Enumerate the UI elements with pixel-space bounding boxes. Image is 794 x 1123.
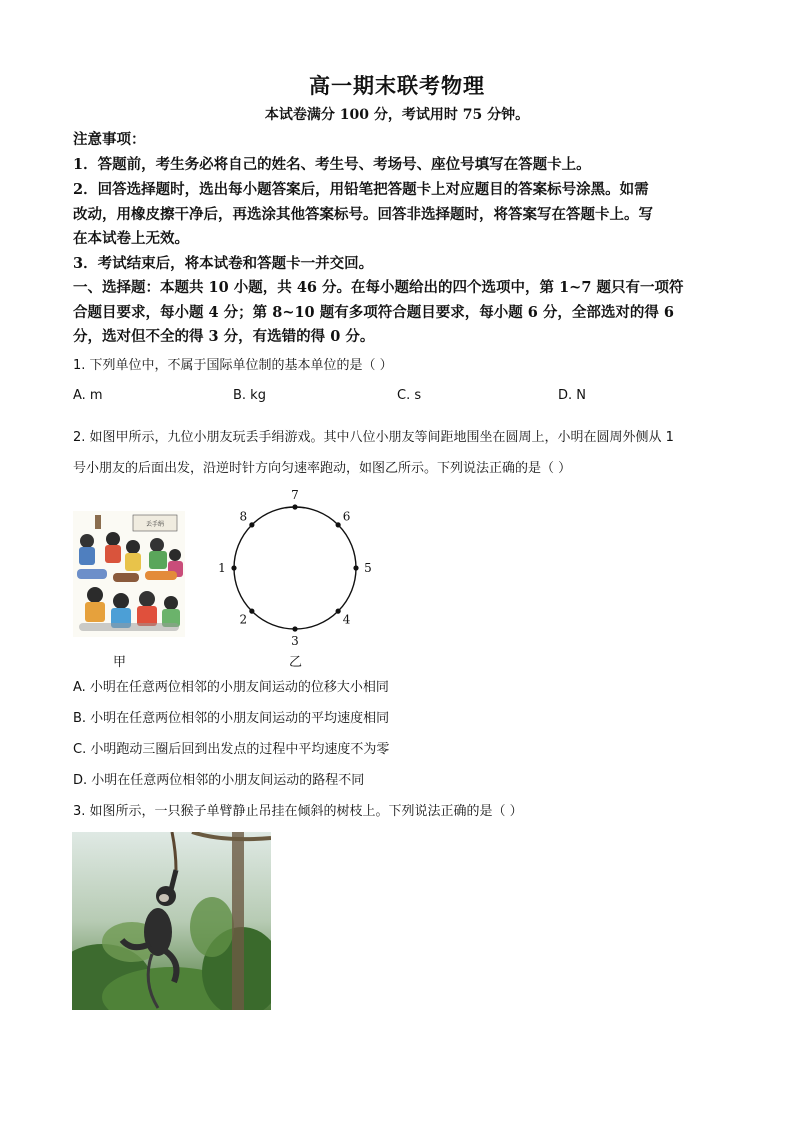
circle-point-label-1: 1 [218, 561, 226, 575]
circle-point-label-7: 7 [291, 488, 299, 502]
section-line: 分，选对但不全的得 3 分，有选错的得 0 分。 [73, 328, 375, 345]
circle-point-5 [353, 565, 358, 570]
circle-point-label-5: 5 [364, 561, 372, 575]
circle-point-7 [292, 504, 297, 509]
section-line: 合题目要求，每小题 4 分；第 8~10 题有多项符合题目要求，每小题 6 分，全部选对的得 6 [73, 304, 675, 321]
question-2-stem: 2. 如图甲所示，九位小朋友玩丢手绢游戏。其中八位小朋友等间距地围坐在圆周上，小明在圆周外侧从 1 [73, 430, 674, 445]
notes-line: 2．回答选择题时，选出每小题答案后，用铅笔把答题卡上对应题目的答案标号涂黑。如需 [73, 181, 649, 198]
sign-text: 丢手绢 [145, 521, 165, 528]
q1-option-d: D. N [558, 388, 586, 403]
q2-option-d: D. 小明在任意两位相邻的小朋友间运动的路程不同 [73, 773, 365, 788]
circle-point-2 [249, 609, 254, 614]
circle-point-4 [336, 609, 341, 614]
children-game-illustration [73, 511, 185, 637]
notes-line: 3．考试结束后，将本试卷和答题卡一并交回。 [73, 255, 374, 272]
q1-option-a: A. m [73, 388, 103, 403]
q2-option-a: A. 小明在任意两位相邻的小朋友间运动的位移大小相同 [73, 680, 389, 695]
circle-point-3 [292, 626, 297, 631]
circle-point-label-8: 8 [239, 509, 248, 524]
exam-subtitle: 本试卷满分 100 分，考试用时 75 分钟。 [264, 107, 530, 123]
figure-a-label: 甲 [113, 655, 127, 670]
notes-line: 在本试卷上无效。 [73, 230, 189, 247]
circle-point-8 [249, 522, 254, 527]
q2-option-c: C. 小明跑动三圈后回到出发点的过程中平均速度不为零 [73, 742, 390, 757]
q1-option-c: C. s [397, 388, 422, 403]
section-heading: 一、选择题：本题共 10 小题，共 46 分。在每小题给出的四个选项中，第 1~7 题只有一项符 [73, 279, 684, 296]
circle-point-1 [231, 565, 236, 570]
notes-heading: 注意事项： [73, 131, 146, 148]
question-2-stem: 号小朋友的后面出发，沿逆时针方向匀速率跑动，如图乙所示。下列说法正确的是（ ） [73, 461, 572, 476]
question-1-stem: 1. 下列单位中，不属于国际单位制的基本单位的是（ ） [73, 358, 393, 373]
circle-point-6 [336, 522, 341, 527]
q1-option-b: B. kg [233, 388, 266, 403]
circle-point-label-6: 6 [342, 509, 351, 524]
figure-b-label: 乙 [289, 655, 303, 670]
notes-line: 1．答题前，考生务必将自己的姓名、考生号、考场号、座位号填写在答题卡上。 [73, 156, 591, 173]
q2-option-b: B. 小明在任意两位相邻的小朋友间运动的平均速度相同 [73, 711, 390, 726]
circle-point-label-4: 4 [342, 612, 351, 627]
monkey-photo [72, 832, 271, 1010]
question-3-stem: 3. 如图所示，一只猴子单臂静止吊挂在倾斜的树枝上。下列说法正确的是（ ） [73, 804, 523, 819]
circle-diagram [210, 484, 380, 654]
notes-line: 改动，用橡皮擦干净后，再选涂其他答案标号。回答非选择题时，将答案写在答题卡上。写 [73, 206, 653, 223]
circle-point-label-2: 2 [239, 612, 248, 627]
circle-point-label-3: 3 [291, 634, 299, 648]
page-title: 高一期末联考物理 [309, 73, 485, 98]
